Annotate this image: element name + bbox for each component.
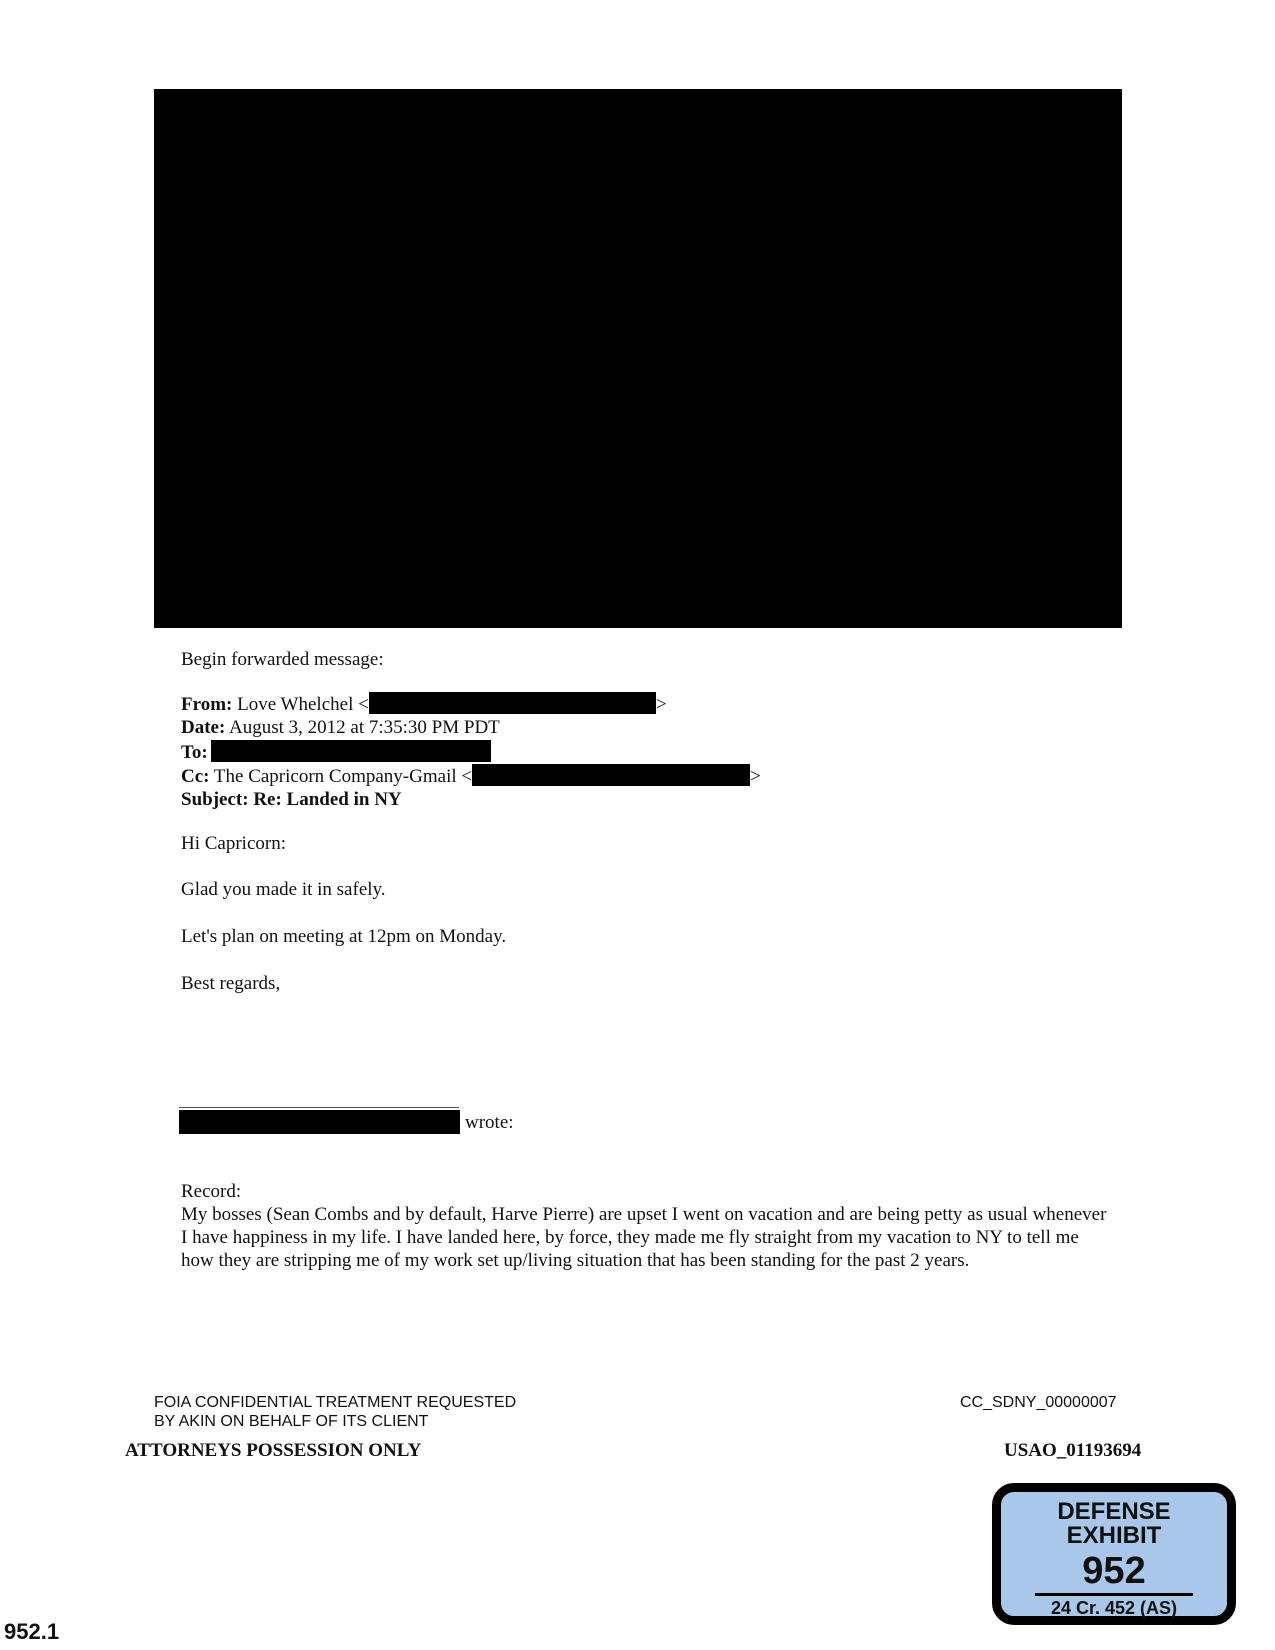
closing: Best regards, xyxy=(181,973,281,994)
body-paragraph-2: Let's plan on meeting at 12pm on Monday. xyxy=(181,926,507,947)
greeting: Hi Capricorn: xyxy=(181,833,287,854)
subject-label: Subject: xyxy=(181,789,249,810)
date-label: Date: xyxy=(181,717,226,738)
sender-redaction-rule xyxy=(179,1107,459,1108)
from-name: Love Whelchel < xyxy=(237,694,369,715)
page-label: 952.1 xyxy=(4,1619,60,1644)
cc-angle-close: > xyxy=(750,766,761,787)
date-value: August 3, 2012 at 7:35:30 PM PDT xyxy=(229,717,500,738)
to-label: To: xyxy=(181,742,208,763)
foia-line-2: BY AKIN ON BEHALF OF ITS CLIENT xyxy=(154,1413,429,1430)
cc-email-redaction xyxy=(472,764,750,786)
stamp-divider xyxy=(1035,1593,1193,1596)
case-number: 24 Cr. 452 (AS) xyxy=(1050,1598,1178,1618)
forward-intro: Begin forwarded message: xyxy=(181,649,384,670)
cc-line xyxy=(181,764,761,788)
bates-number-2: USAO_01193694 xyxy=(1004,1440,1142,1461)
cc-value: The Capricorn Company-Gmail < xyxy=(213,766,473,787)
subject-value: Re: Landed in NY xyxy=(253,789,402,810)
defense-exhibit-stamp xyxy=(992,1483,1236,1625)
from-line xyxy=(181,692,667,716)
body-paragraph-1: Glad you made it in safely. xyxy=(181,879,386,900)
stamp-line-2: EXHIBIT xyxy=(1066,1522,1162,1549)
foia-line-1: FOIA CONFIDENTIAL TREATMENT REQUESTED xyxy=(154,1394,517,1411)
record-text: My bosses (Sean Combs and by default, Harve Pierre) are upset I went on vacation and are being petty as usual whenever I have happiness in my life. I have landed here, by force, they made me fly straight from my vacation to NY to tell me how they are stripping me of my work set up/living situation that has been standing for the past 2 years. xyxy=(181,1204,1107,1271)
record-label: Record: xyxy=(181,1181,242,1202)
redaction-block-top xyxy=(154,89,1122,628)
date-line xyxy=(181,716,500,739)
bates-number-1: CC_SDNY_00000007 xyxy=(960,1394,1117,1411)
subject-line xyxy=(181,788,402,811)
from-label: From: xyxy=(181,694,233,715)
cc-label: Cc: xyxy=(181,766,210,787)
stamp-line-1: DEFENSE xyxy=(1057,1498,1171,1525)
sender-redaction xyxy=(179,1110,460,1134)
wrote-label: wrote: xyxy=(465,1112,514,1133)
to-redaction xyxy=(211,740,491,762)
from-email-redaction xyxy=(369,692,656,714)
exhibit-number: 952 xyxy=(1082,1550,1146,1592)
attorneys-possession: ATTORNEYS POSSESSION ONLY xyxy=(125,1440,422,1461)
from-angle-close: > xyxy=(655,694,667,715)
to-line xyxy=(181,740,491,764)
